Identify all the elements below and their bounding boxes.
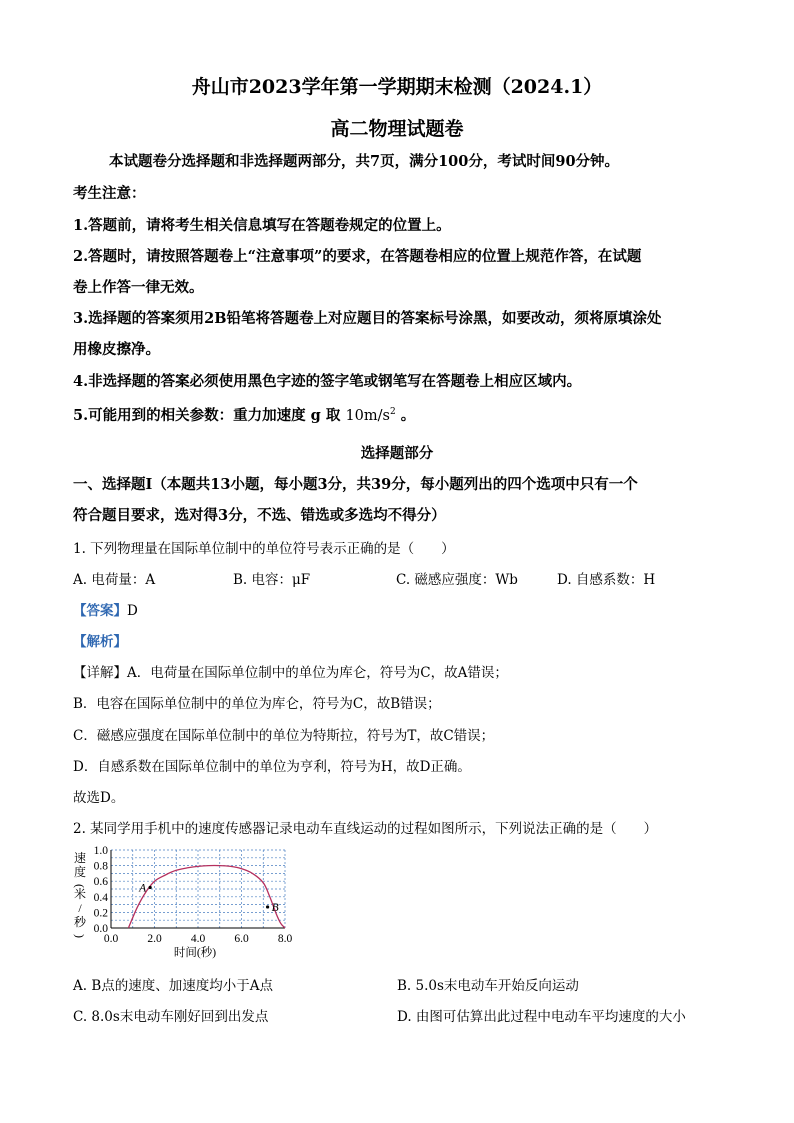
point-b-label: B: [271, 901, 279, 914]
x-tick-label: 4.0: [190, 933, 206, 945]
point-a-label: A: [139, 882, 147, 895]
notice-5-end: 。: [400, 407, 416, 424]
part1-line-2: 符合题目要求，选对得3分，不选、错选或多选均不得分）: [73, 507, 446, 524]
q2-option-d: D. 由图可估算出此过程中电动车平均速度的大小: [397, 1009, 686, 1025]
x-axis-label: 时间(秒): [173, 947, 217, 959]
notice-1: 1.答题前，请将考生相关信息填写在答题卷规定的位置上。: [73, 217, 451, 234]
q1-option-d: D. 自感系数：H: [557, 572, 656, 588]
notice-5-text: 5.可能用到的相关参数：重力加速度 g 取: [73, 407, 341, 424]
notice-4: 4.非选择题的答案必须使用黑色字迹的签字笔或钢笔写在答题卷上相应区域内。: [73, 373, 582, 390]
velocity-time-graph: [73, 842, 303, 960]
notice-2-line-1: 2.答题时，请按照答题卷上“注意事项”的要求，在答题卷相应的位置上规范作答，在试题: [73, 248, 642, 265]
q1-conclusion: 故选D。: [73, 790, 125, 806]
q1-option-a: A. 电荷量：A: [73, 572, 156, 588]
y-tick-label: 0.8: [93, 860, 108, 873]
q2-option-c: C. 8.0s末电动车刚好回到出发点: [73, 1009, 269, 1025]
y-tick-label: 0.0: [93, 923, 108, 935]
notice-title: 考生注意：: [73, 185, 146, 202]
q2-option-b: B. 5.0s末电动车开始反向运动: [397, 978, 579, 994]
tick-labels: [94, 845, 293, 945]
q1-option-b: B. 电容：μF: [233, 572, 311, 588]
exam-subtitle: 高二物理试题卷: [330, 118, 464, 140]
detail-d: D．自感系数在国际单位制中的单位为亨利，符号为H，故D正确。: [73, 759, 471, 775]
y-tick-label: 0.4: [93, 891, 108, 904]
q1-option-c: C. 磁感应强度：Wb: [396, 572, 518, 588]
y-axis-label-char: ): [73, 934, 87, 938]
y-axis-label-char: 秒: [73, 915, 87, 929]
x-tick-label: 6.0: [234, 933, 249, 945]
answer-value: D: [127, 603, 138, 619]
y-axis-label-char: 速: [73, 851, 87, 865]
q1-answer: [73, 599, 138, 619]
y-tick-label: 1.0: [93, 845, 108, 857]
detail-c: C．磁感应强度在国际单位制中的单位为特斯拉，符号为T，故C错误；: [73, 728, 495, 744]
notice-3-line-1: 3.选择题的答案须用2B铅笔将答题卷上对应题目的答案标号涂黑，如要改动，须将原填涂处: [73, 310, 662, 327]
marked-points: [138, 882, 278, 914]
x-tick-label: 2.0: [147, 933, 162, 945]
detail-b: B．电容在国际单位制中的单位为库仑，符号为C，故B错误；: [73, 696, 441, 712]
y-tick-label: 0.2: [93, 907, 108, 920]
grid: [111, 850, 285, 928]
notice-5: [73, 404, 415, 425]
intro-text: 本试题卷分选择题和非选择题两部分，共7页，满分100分，考试时间90分钟。: [109, 153, 620, 170]
part1-line-1: 一、选择题Ⅰ（本题共13小题，每小题3分，共39分，每小题列出的四个选项中只有一个: [73, 476, 638, 493]
q1-stem: 1. 下列物理量在国际单位制中的单位符号表示正确的是（ ）: [73, 541, 455, 557]
x-tick-label: 0.0: [103, 933, 119, 945]
y-axis-label-char: /: [78, 901, 82, 915]
section-title: 选择题部分: [360, 445, 434, 462]
exam-title: 舟山市2023学年第一学期期末检测（2024.1）: [191, 76, 603, 98]
y-axis-label-char: 度: [73, 865, 87, 879]
y-axis-label-char: 米: [73, 887, 87, 901]
x-tick-label: 8.0: [277, 933, 293, 945]
detail-label: 【详解】: [73, 665, 127, 681]
notice-3-line-2: 用橡皮擦净。: [73, 341, 160, 358]
y-tick-label: 0.6: [93, 876, 108, 889]
point-b-marker: [266, 905, 269, 908]
answer-label: 【答案】: [73, 603, 127, 619]
axes: [111, 850, 285, 928]
analysis-label: 【解析】: [73, 634, 127, 650]
y-axis-label-char: (: [73, 884, 87, 888]
notice-5-value: $10m/s^2$: [345, 407, 396, 424]
detail-a: [73, 661, 508, 681]
notice-2-line-2: 卷上作答一律无效。: [73, 279, 204, 296]
q2-option-a: A. B点的速度、加速度均小于A点: [73, 978, 274, 994]
y-axis-label: [73, 850, 87, 938]
point-a-marker: [149, 886, 152, 889]
q2-stem: 2. 某同学用手机中的速度传感器记录电动车直线运动的过程如图所示，下列说法正确的是（ ）: [73, 821, 658, 837]
detail-a-text: A．电荷量在国际单位制中的单位为库仑，符号为C，故A错误；: [127, 665, 508, 681]
